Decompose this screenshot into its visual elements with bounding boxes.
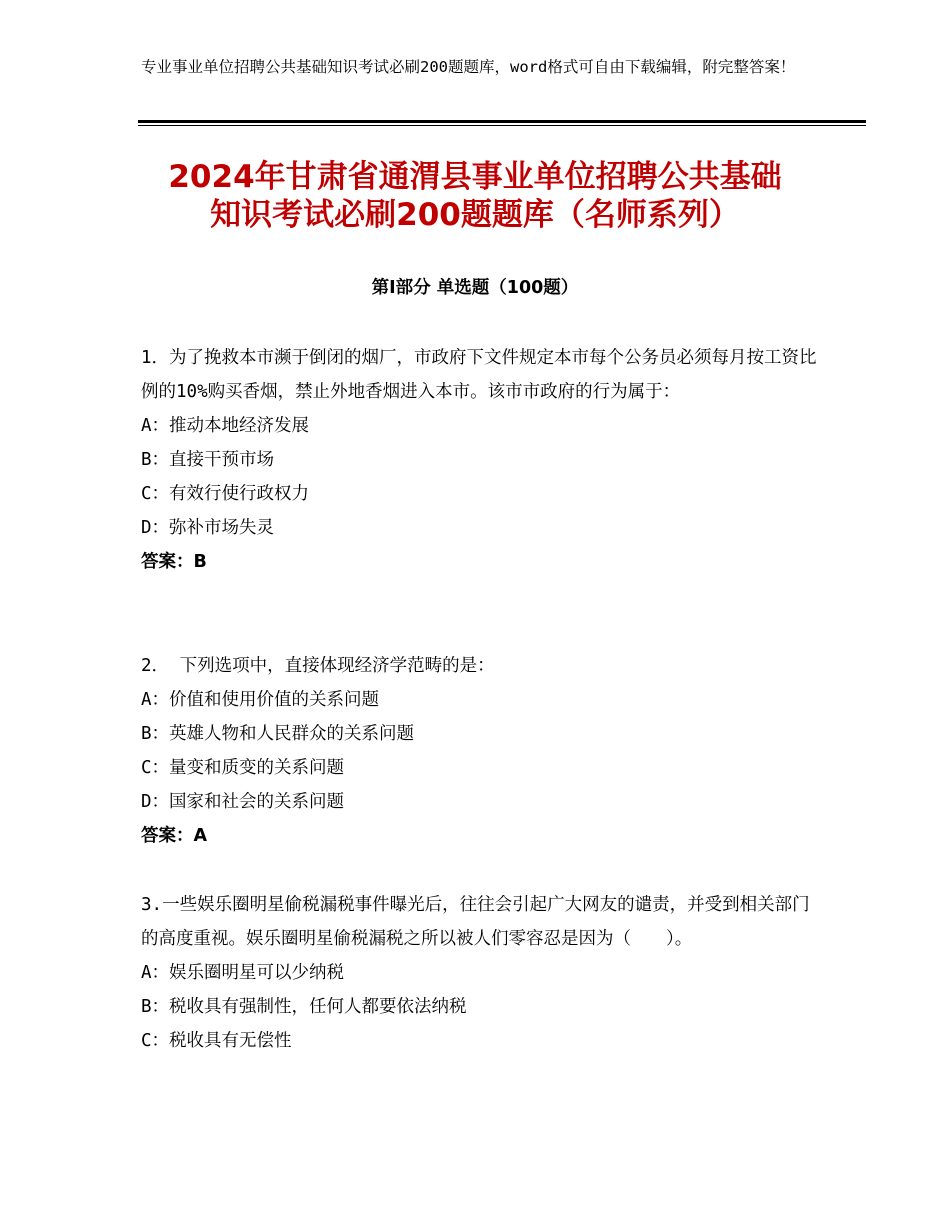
question-3-option-a: A：娱乐圈明星可以少纳税: [141, 963, 345, 983]
question-2-option-a: A：价值和使用价值的关系问题: [141, 690, 380, 710]
document-title-line-2: 知识考试必刷200题题库（名师系列）: [210, 197, 740, 233]
question-1-answer: 答案：B: [141, 552, 207, 572]
page-header-text: 专业事业单位招聘公共基础知识考试必刷200题题库，word格式可自由下载编辑，附完整答案！: [141, 58, 796, 76]
question-2-answer: 答案：A: [141, 826, 208, 846]
question-2-stem: 2． 下列选项中，直接体现经济学范畴的是：: [141, 656, 495, 676]
header-divider: [138, 120, 866, 123]
question-2: [141, 649, 821, 853]
question-2-option-c: C：量变和质变的关系问题: [141, 758, 345, 778]
question-3-option-c: C：税收具有无偿性: [141, 1031, 292, 1051]
document-title: [120, 158, 830, 234]
question-2-option-d: D：国家和社会的关系问题: [141, 792, 345, 812]
question-3-option-b: B：税收具有强制性，任何人都要依法纳税: [141, 997, 467, 1017]
question-1-option-d: D：弥补市场失灵: [141, 518, 275, 538]
question-3-stem: 3.一些娱乐圈明星偷税漏税事件曝光后，往往会引起广大网友的谴责，并受到相关部门的高度重视。娱乐圈明星偷税漏税之所以被人们零容忍是因为（ ）。: [141, 895, 810, 949]
question-1-stem: 1．为了挽救本市濒于倒闭的烟厂，市政府下文件规定本市每个公务员必须每月按工资比例的10%购买香烟，禁止外地香烟进入本市。该市市政府的行为属于：: [141, 348, 817, 402]
question-1-option-a: A：推动本地经济发展: [141, 416, 310, 436]
header-divider-thin: [138, 125, 866, 126]
question-2-option-b: B：英雄人物和人民群众的关系问题: [141, 724, 415, 744]
question-1: [141, 341, 821, 579]
question-1-option-c: C：有效行使行政权力: [141, 484, 310, 504]
question-1-option-b: B：直接干预市场: [141, 450, 275, 470]
section-heading: 第Ⅰ部分 单选题（100题）: [371, 278, 579, 298]
question-3: [141, 888, 821, 1058]
document-title-line-1: 2024年甘肃省通渭县事业单位招聘公共基础: [168, 159, 782, 195]
